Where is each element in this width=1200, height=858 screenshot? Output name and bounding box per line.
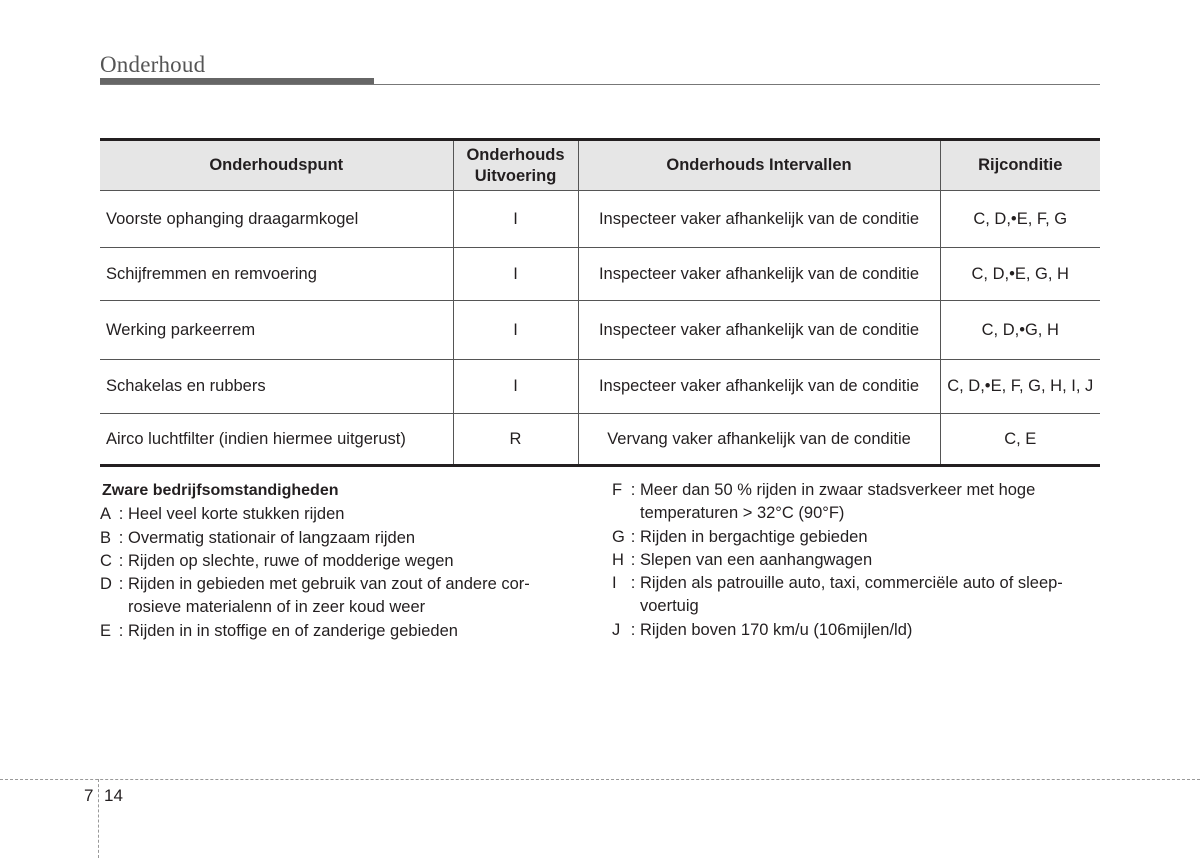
- legend-separator: :: [630, 527, 636, 546]
- maintenance-table: [100, 138, 1100, 467]
- legend-separator: :: [630, 550, 636, 569]
- legend-item: [612, 526, 1102, 549]
- legend-text: Rijden in bergachtige gebieden: [640, 527, 868, 546]
- cell-condition: C, D,•G, H: [940, 301, 1100, 360]
- cell-condition: C, D,•E, G, H: [940, 248, 1100, 301]
- table-row: [100, 360, 1100, 414]
- cell-action: I: [453, 248, 578, 301]
- column-header-action: Onderhouds Uitvoering: [453, 140, 578, 191]
- legend-text: Rijden in gebieden met gebruik van zout of andere cor- rosieve materialenn of in zeer koud weer: [128, 575, 530, 617]
- page-title: Onderhoud: [100, 52, 206, 77]
- legend-item: [100, 503, 570, 526]
- legend-separator: :: [118, 621, 124, 640]
- legend-item: [100, 550, 570, 573]
- column-header-interval: Onderhouds Intervallen: [578, 140, 940, 191]
- cell-item: Airco luchtfilter (indien hiermee uitgerust): [100, 414, 453, 466]
- legend-text: Rijden boven 170 km/u (106mijlen/ld): [640, 620, 913, 639]
- condition-legend-right: [612, 479, 1102, 642]
- legend-item: [612, 549, 1102, 572]
- cell-item: Schijfremmen en remvoering: [100, 248, 453, 301]
- footer-divider-vertical: [98, 779, 99, 858]
- legend-separator: :: [630, 620, 636, 639]
- legend-item: [100, 620, 570, 643]
- cell-action: I: [453, 360, 578, 414]
- legend-text: Rijden als patrouille auto, taxi, commerciële auto of sleep- voertuig: [640, 574, 1063, 616]
- legend-separator: :: [118, 505, 124, 524]
- cell-condition: C, E: [940, 414, 1100, 466]
- legend-text: Overmatig stationair of langzaam rijden: [128, 528, 416, 547]
- legend-text: Rijden op slechte, ruwe of modderige wegen: [128, 551, 454, 570]
- cell-item: Schakelas en rubbers: [100, 360, 453, 414]
- table-row: [100, 301, 1100, 360]
- legend-item: [612, 479, 1102, 526]
- table-row: [100, 191, 1100, 248]
- column-header-condition: Rijconditie: [940, 140, 1100, 191]
- cell-item: Voorste ophanging draagarmkogel: [100, 191, 453, 248]
- legend-text: Slepen van een aanhangwagen: [640, 550, 873, 569]
- legend-code: H: [612, 550, 624, 569]
- cell-interval: Inspecteer vaker afhankelijk van de conditie: [578, 191, 940, 248]
- legend-code: G: [612, 527, 625, 546]
- legend-separator: :: [118, 575, 124, 594]
- cell-condition: C, D,•E, F, G, H, I, J: [940, 360, 1100, 414]
- table-header-row: [100, 140, 1100, 191]
- cell-interval: Inspecteer vaker afhankelijk van de conditie: [578, 301, 940, 360]
- table-row: [100, 414, 1100, 466]
- cell-action: I: [453, 191, 578, 248]
- condition-legend-left: [100, 479, 570, 643]
- legend-separator: :: [118, 528, 124, 547]
- legend-code: B: [100, 528, 112, 547]
- cell-item: Werking parkeerrem: [100, 301, 453, 360]
- legend-item: [100, 527, 570, 550]
- footer-divider: [0, 779, 1200, 780]
- legend-item: [612, 619, 1102, 642]
- legend-code: E: [100, 621, 112, 640]
- legend-title: Zware bedrijfsomstandigheden: [102, 482, 339, 499]
- legend-text: Heel veel korte stukken rijden: [128, 505, 345, 524]
- cell-condition: C, D,•E, F, G: [940, 191, 1100, 248]
- table-row: [100, 248, 1100, 301]
- legend-separator: :: [630, 574, 636, 593]
- legend-item: [612, 572, 1102, 619]
- page-number: 14: [104, 786, 123, 805]
- legend-code: A: [100, 505, 112, 524]
- cell-interval: Inspecteer vaker afhankelijk van de conditie: [578, 248, 940, 301]
- cell-action: I: [453, 301, 578, 360]
- legend-text: Rijden in in stoffige en of zanderige gebieden: [128, 621, 458, 640]
- legend-text: Meer dan 50 % rijden in zwaar stadsverkeer met hoge temperaturen > 32°C (90°F): [640, 481, 1036, 523]
- title-rule: [100, 84, 1100, 85]
- legend-code: D: [100, 575, 112, 594]
- legend-separator: :: [630, 481, 636, 499]
- legend-code: F: [612, 481, 623, 499]
- legend-separator: :: [118, 551, 124, 570]
- chapter-number: 7: [84, 786, 94, 805]
- cell-action: R: [453, 414, 578, 466]
- legend-code: C: [100, 551, 112, 570]
- cell-interval: Vervang vaker afhankelijk van de conditie: [578, 414, 940, 466]
- legend-item: [100, 573, 570, 620]
- column-header-item: Onderhoudspunt: [100, 140, 453, 191]
- legend-code: I: [612, 574, 617, 593]
- cell-interval: Inspecteer vaker afhankelijk van de conditie: [578, 360, 940, 414]
- legend-code: J: [612, 620, 621, 639]
